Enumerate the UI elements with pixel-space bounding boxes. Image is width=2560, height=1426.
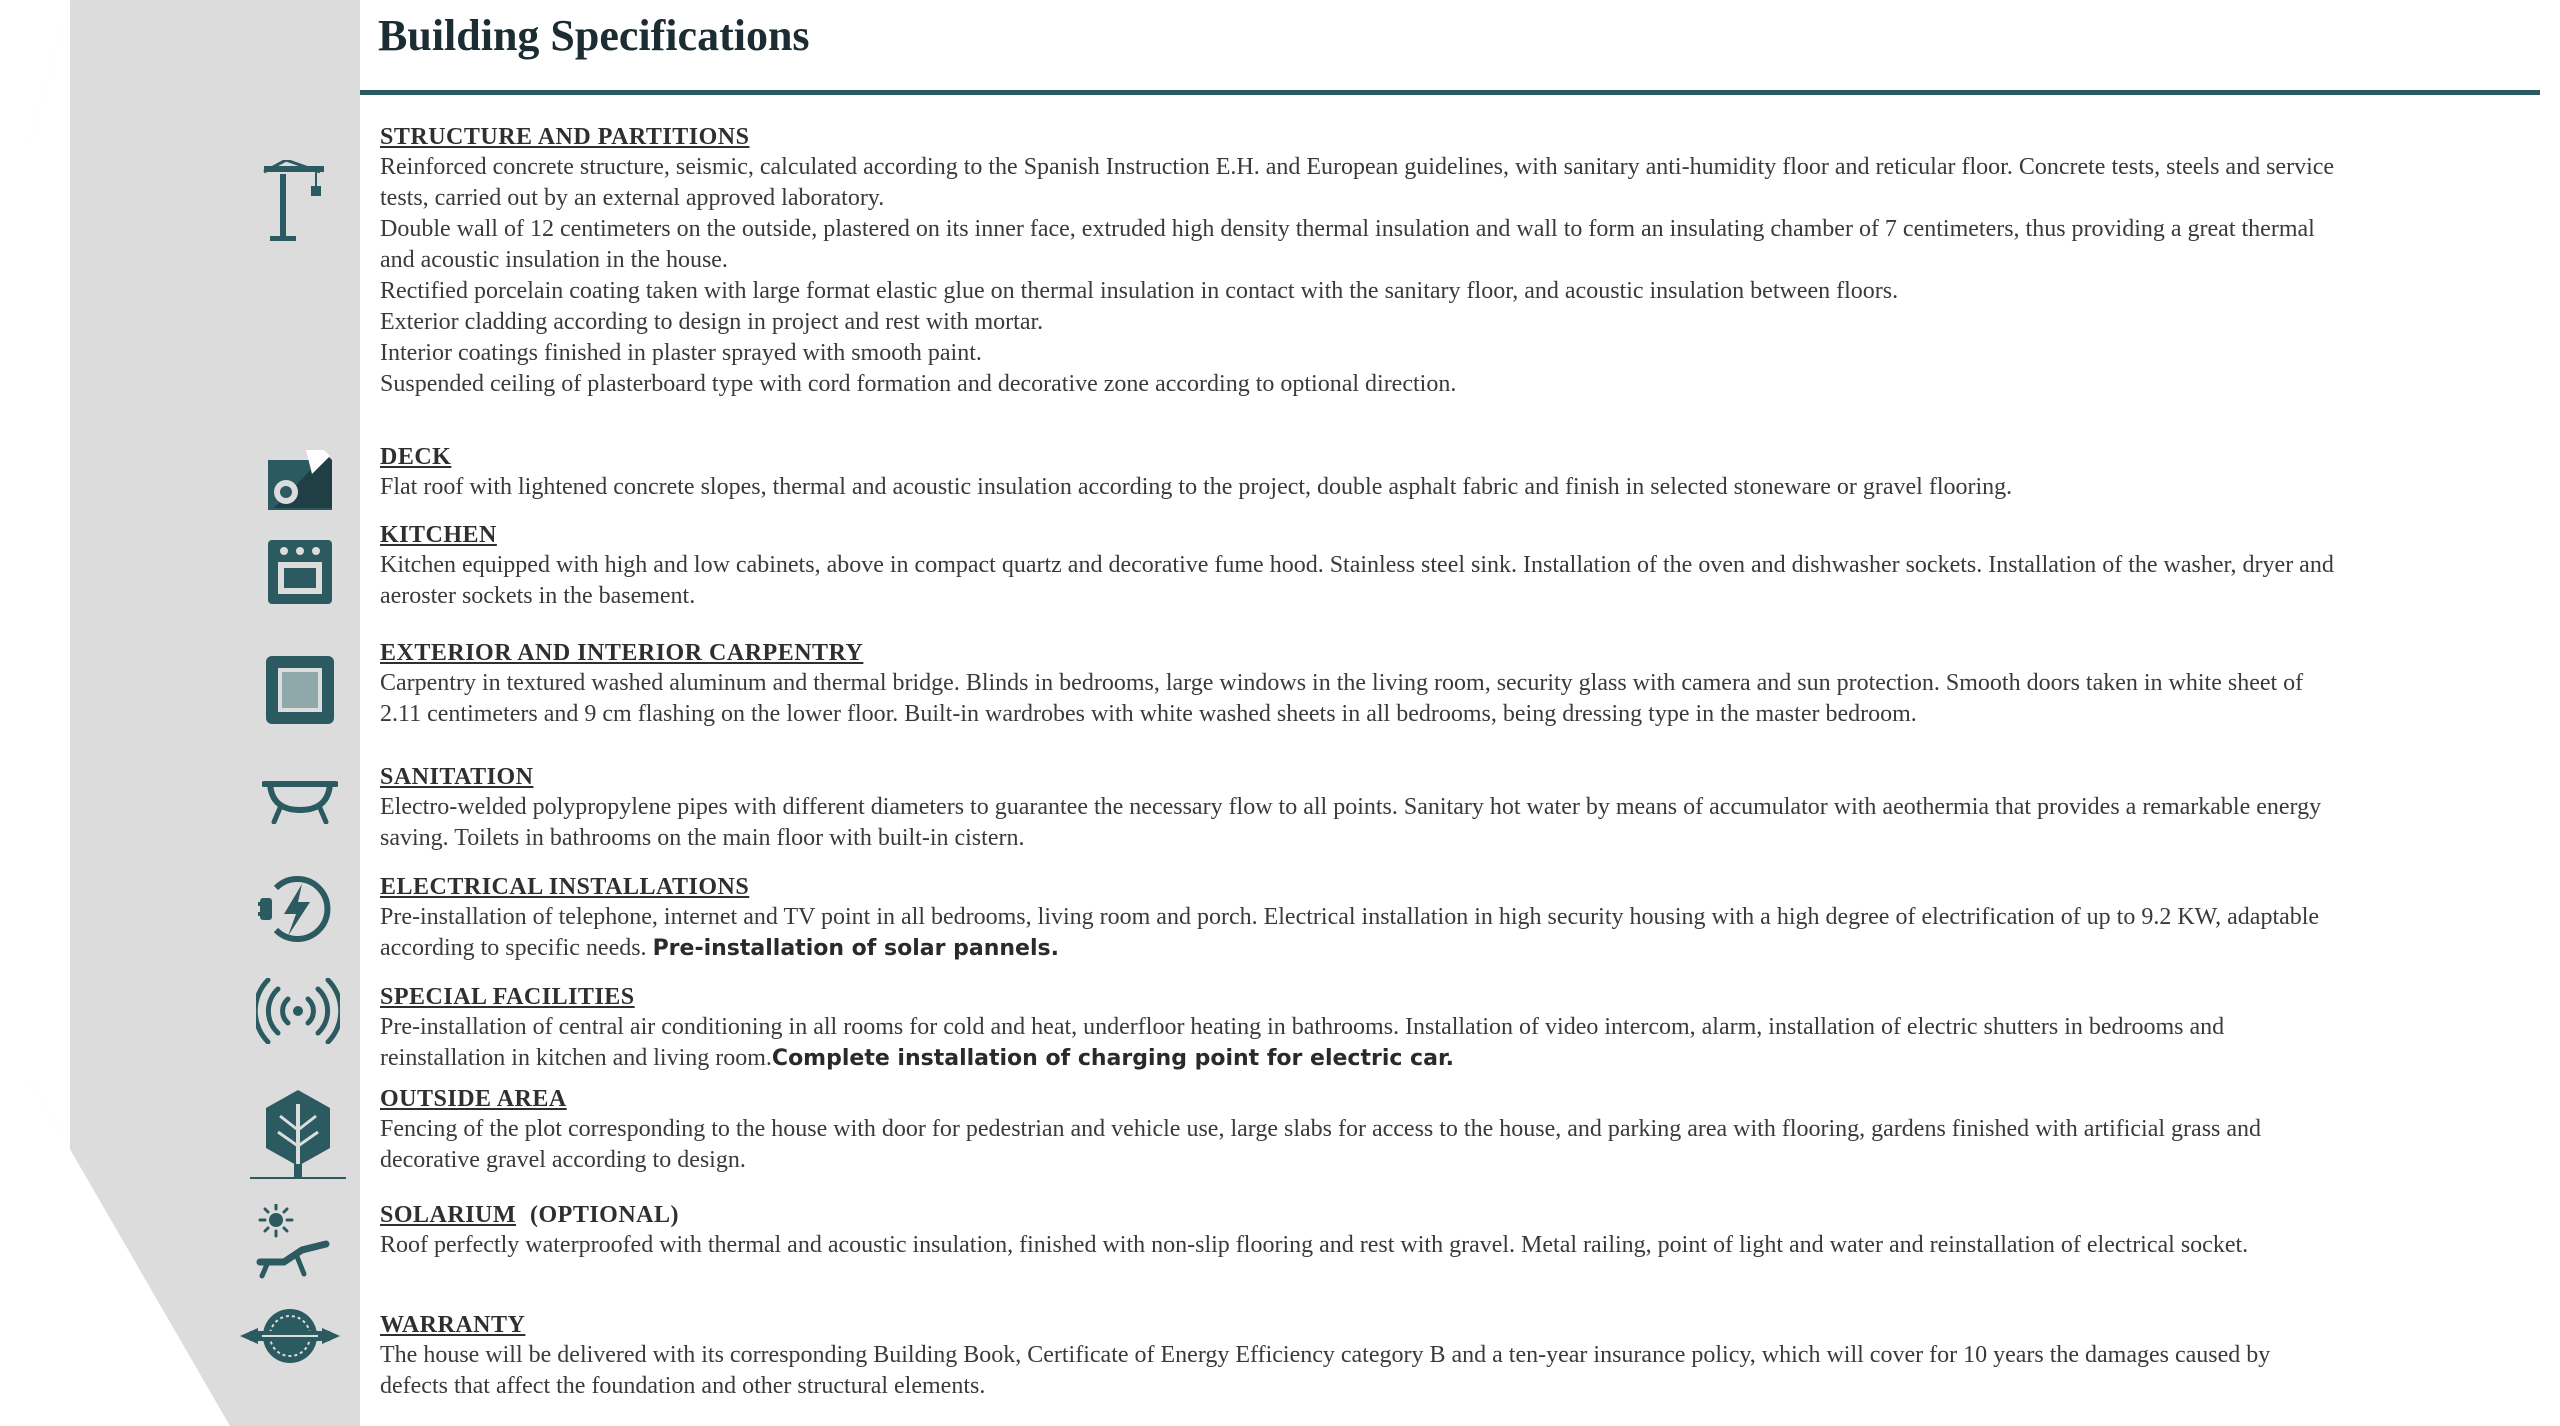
section-heading: KITCHEN (380, 522, 497, 548)
paragraph: Suspended ceiling of plasterboard type with cord formation and decorative zone according to optional direction. (380, 371, 1457, 397)
warranty-seal-icon (240, 1306, 340, 1366)
section-heading (380, 1200, 2340, 1230)
section-heading: DECK (380, 444, 452, 470)
section-outside-area (380, 1084, 2340, 1176)
emphasis-text: Pre-installation of solar pannels. (652, 936, 1059, 961)
heading-text: SOLARIUM (380, 1202, 517, 1228)
crane-icon (258, 160, 330, 242)
section-warranty (380, 1310, 2340, 1402)
section-body: Carpentry in textured washed aluminum and thermal bridge. Blinds in bedrooms, large windows in the living room, security glass with camera and sun protection. Smooth doors taken in white sheet of 2.11 centimeters and 9 cm flashing on the lower floor. Built-in wardrobes with white washed sheets in all bedrooms, being dressing type in the master bedroom. (380, 670, 2304, 727)
section-body (380, 1012, 2340, 1074)
section-body: Kitchen equipped with high and low cabinets, above in compact quartz and decorative fume hood. Stainless steel sink. Installation of the oven and dishwasher sockets. Installation of the washer, dryer and aeroster sockets in the basement. (380, 552, 2334, 609)
section-deck (380, 442, 2340, 503)
section-solarium (380, 1200, 2340, 1261)
section-body: Flat roof with lightened concrete slopes, thermal and acoustic insulation according to the project, double asphalt fabric and finish in selected stoneware or gravel flooring. (380, 474, 2013, 500)
section-heading: SANITATION (380, 764, 534, 790)
electric-plug-icon (258, 874, 334, 944)
emphasis-text: Complete installation of charging point for electric car. (771, 1046, 1455, 1071)
sun-lounger-icon (256, 1204, 332, 1280)
section-structure-and-partitions (380, 122, 2340, 400)
section-kitchen (380, 520, 2340, 612)
optional-label: (OPTIONAL) (530, 1202, 680, 1228)
section-heading: SPECIAL FACILITIES (380, 984, 635, 1010)
section-body (380, 902, 2340, 964)
section-body (380, 152, 2340, 400)
section-heading: ELECTRICAL INSTALLATIONS (380, 874, 750, 900)
wireless-signal-icon (256, 978, 340, 1044)
tree-icon (250, 1090, 346, 1180)
paragraph: Rectified porcelain coating taken with large format elastic glue on thermal insulation in contact with the sanitary floor, and acoustic insulation between floors. (380, 278, 1899, 304)
paragraph: Double wall of 12 centimeters on the outside, plastered on its inner face, extruded high density thermal insulation and wall to form an insulating chamber of 7 centimeters, thus providing a great thermal and acoustic insulation in the house. (380, 216, 2315, 273)
section-heading: EXTERIOR AND INTERIOR CARPENTRY (380, 640, 864, 666)
section-electrical-installations (380, 872, 2340, 964)
window-frame-icon (266, 656, 334, 724)
roof-icon (266, 446, 336, 512)
section-sanitation (380, 762, 2340, 854)
section-body: The house will be delivered with its corresponding Building Book, Certificate of Energy Efficiency category B and a ten-year insurance policy, which will cover for 10 years the damages caused by defects that affect the foundation and other structural elements. (380, 1342, 2271, 1399)
oven-icon (268, 540, 332, 604)
paragraph: Exterior cladding according to design in project and rest with mortar. (380, 309, 1044, 335)
section-heading: OUTSIDE AREA (380, 1086, 567, 1112)
title-divider (360, 90, 2540, 95)
body-text: Pre-installation of central air conditioning in all rooms for cold and heat, underfloor heating in bathrooms. Installation of video intercom, alarm, installation of electric shutters in bedrooms and reinstallation in kitchen and living room. (380, 1014, 2225, 1071)
section-carpentry (380, 638, 2340, 730)
section-body: Electro-welded polypropylene pipes with different diameters to guarantee the necessary flow to all points. Sanitary hot water by means of accumulator with aeothermia that provides a remarkable energy saving. Toilets in bathrooms on the main floor with built-in cistern. (380, 794, 2322, 851)
section-heading: STRUCTURE AND PARTITIONS (380, 124, 750, 150)
section-body: Roof perfectly waterproofed with thermal and acoustic insulation, finished with non-slip flooring and rest with gravel. Metal railing, point of light and water and reinstallation of electrical socket. (380, 1232, 2249, 1258)
bathtub-icon (262, 776, 338, 824)
paragraph: Reinforced concrete structure, seismic, calculated according to the Spanish Instruction E.H. and European guidelines, with sanitary anti-humidity floor and reticular floor. Concrete tests, steels and service tests, carried out by an external approved laboratory. (380, 154, 2335, 211)
page-title: Building Specifications (378, 11, 810, 60)
section-heading: WARRANTY (380, 1312, 526, 1338)
section-body: Fencing of the plot corresponding to the house with door for pedestrian and vehicle use, large slabs for access to the house, and parking area with flooring, gardens finished with artificial grass and decorative gravel according to design. (380, 1116, 2262, 1173)
paragraph: Interior coatings finished in plaster sprayed with smooth paint. (380, 340, 982, 366)
section-special-facilities (380, 982, 2340, 1074)
body-text: Pre-installation of telephone, internet and TV point in all bedrooms, living room and porch. Electrical installation in high security housing with a high degree of electrification of up to 9.2 KW, adaptable according to specific needs. (380, 904, 2320, 961)
